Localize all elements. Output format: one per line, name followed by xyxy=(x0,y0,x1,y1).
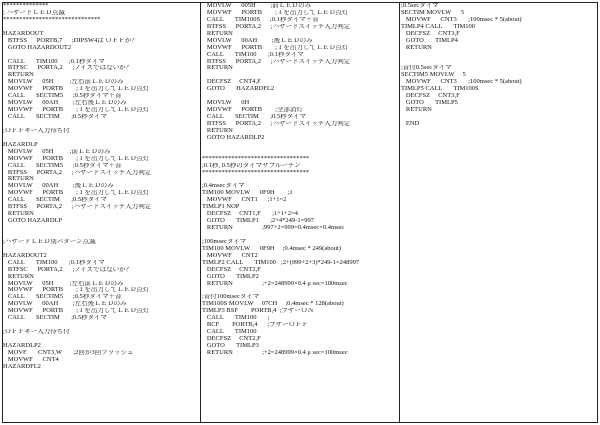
code-line: HAZARDLP2 xyxy=(3,342,41,349)
code-line: GOTO HAZARDLP2 xyxy=(202,134,265,141)
code-line: MOVLW 005H ;前ＬＥＤのみ xyxy=(202,3,312,9)
code-line: BCF PORTB,4 ;ブザーＯＦＦ xyxy=(202,322,309,329)
code-line: CALL TIM100 xyxy=(202,329,257,336)
code-line: MOVWF PORTB ;１を出力してＬＥＤ点灯 xyxy=(3,107,150,114)
code-line: CALL TIM100 ;0.1秒タイマ xyxy=(202,51,304,58)
code-line: CALL TIM100 ;0.1秒タイマ xyxy=(3,259,105,266)
column-divider xyxy=(200,2,201,423)
code-line: GOTO HAZARDLP xyxy=(3,218,63,225)
code-line: MOVLW 05H ;左右前ＬＥＤのみ xyxy=(3,280,124,287)
code-line: ;100msecタイマ xyxy=(202,238,247,245)
bottom-border xyxy=(2,422,598,423)
code-column-2 xyxy=(202,3,398,421)
code-line xyxy=(202,176,398,183)
code-line: MOVF CNT3,W ;2回か3回フラッシュ xyxy=(3,349,134,356)
code-line xyxy=(401,114,597,121)
code-line: TIMLP2 CALL TIM100 ;2+(999+2+3)*249-1=248997 xyxy=(202,259,360,266)
code-line: CALL SECTIM ;0.5秒タイマ xyxy=(202,114,306,120)
code-line: DECFSZ CNT1,F ;1+1+2=4 xyxy=(202,211,298,218)
code-line: CALL SECTIM5 ;0.5秒タイマ＋音 xyxy=(3,294,122,301)
code-line: GOTO TIMLP5 xyxy=(401,100,458,107)
code-line: GOTO TIMLP3 xyxy=(202,342,259,349)
code-line xyxy=(401,59,597,66)
code-line xyxy=(202,93,398,100)
code-line: MOVWF PORTB ;１を出力してＬＥＤ点灯 xyxy=(3,287,150,294)
code-line: DECFSZ CNT4,F xyxy=(202,79,261,86)
code-line: DECFSZ CNT2,F xyxy=(202,266,261,273)
code-line: TIM100S MOVLW 07CH ;0.4msec * 128(about) xyxy=(202,301,344,308)
code-line: BTFSS PORTA,2 ;ハザードスイッチ入力判定 xyxy=(3,169,152,176)
code-line: SECTIM5 MOVLW 5 xyxy=(401,72,466,79)
code-line: ************** xyxy=(3,3,49,9)
code-column-1 xyxy=(3,3,199,421)
code-line: MOVLW 00AH ;後ＬＥＤのみ xyxy=(3,183,114,190)
code-line xyxy=(3,322,199,329)
code-line: BTFSS PORTB,7 ;DIPSW4は ＯＦＦか？ xyxy=(3,37,138,44)
code-line: ;音付100msecタイマ xyxy=(202,294,260,301)
column-divider xyxy=(399,2,400,423)
code-line: MOVWF CNT3 ;100msec * 5(about) xyxy=(401,79,522,86)
code-line: MOVWF CNT3 ;100msec * 5(about) xyxy=(401,16,522,23)
code-line: BTFSS PORTA,2 ;ハザードスイッチ入力判定 xyxy=(202,58,351,65)
code-line: TIMLP3 BSF PORTB,4 ;ブザーＯＮ xyxy=(202,308,314,315)
code-line xyxy=(202,72,398,79)
code-line: GOTO TIMLP1 ;2+4*249-1=997 xyxy=(202,218,314,225)
code-line: HAZARDFL2 xyxy=(3,363,41,370)
code-line: MOVWF PORTB ;１を出力してＬＥＤ点灯 xyxy=(3,190,150,197)
code-line: CALL SECTIM ;0.5秒タイマ xyxy=(3,114,107,120)
code-line: TIM100 MOVLW 0F9H ;0.4msec * 249(about) xyxy=(202,245,341,252)
code-line: ;0.4msecタイマ xyxy=(202,183,245,190)
code-line: CALL TIM100S ;0.1秒タイマ＋音 xyxy=(202,16,319,23)
code-line: HAZARDLP xyxy=(3,141,38,148)
code-line: RETURN xyxy=(3,273,34,280)
code-line: MOVLW 00AH ;左右後ＬＥＤのみ xyxy=(3,301,127,308)
code-line: TIM100 MOVLW 0F9H ;1 xyxy=(202,190,293,197)
code-line: MOVLW 0H xyxy=(202,100,250,107)
code-line: GOTO HAZARDOUT2 xyxy=(3,44,72,51)
code-line: MOVLW 00AH ;左右後ＬＥＤのみ xyxy=(3,100,127,107)
code-line xyxy=(202,287,398,294)
code-line: ;ハザードＬＥＤ別パターン点滅 xyxy=(3,238,96,245)
code-line: RETURN xyxy=(401,44,432,51)
code-line: MOVLW 05H ;前ＬＥＤのみ xyxy=(3,148,111,155)
code-line: ;0.5secタイマ xyxy=(401,3,439,9)
code-line: MOVWF PORTB ;１を出力してＬＥＤ点灯 xyxy=(202,9,349,16)
code-line xyxy=(202,142,398,149)
code-line: MOVWF CNT4 xyxy=(3,356,59,363)
code-line: RETURN xyxy=(3,72,34,79)
code-line: BTFSC PORTA,2 ;ノイズではないか？ xyxy=(3,266,133,273)
code-line: RETURN ;997+2=999=0.4msec=0.4msec xyxy=(202,225,345,231)
code-line: RETURN xyxy=(202,65,233,72)
code-line: RETURN xyxy=(401,107,432,114)
right-border xyxy=(597,2,598,423)
code-line: SECTIM MOVLW 5 xyxy=(401,9,465,16)
code-line: RETURN xyxy=(3,176,34,183)
code-line: RETURN xyxy=(3,211,34,218)
code-line: END xyxy=(401,120,420,127)
code-line: RETURN xyxy=(202,127,233,134)
code-line: CALL SECTIM ;0.5秒タイマ xyxy=(3,197,107,204)
code-line: BTFSC PORTA,2 ;ノイズではないか？ xyxy=(3,65,133,72)
code-line: DECFSZ CNT2,F xyxy=(202,336,261,342)
code-line xyxy=(3,121,199,128)
code-line: ****************************** xyxy=(3,16,101,23)
code-line: CALL SECTIM5 ;0.5秒タイマ＋音 xyxy=(3,93,122,100)
code-line: TIMLP5 CALL TIM100S xyxy=(401,86,479,93)
code-line xyxy=(3,232,199,239)
code-line xyxy=(202,232,398,239)
code-line: GOTO TIMLP2 xyxy=(202,273,259,280)
code-line: HAZARDOUT xyxy=(3,30,44,37)
code-line: MOVWF PORTB ;全部消灯 xyxy=(202,107,303,114)
code-line: ;0.1秒, 0.5秒のタイマサブルーチン xyxy=(202,162,301,169)
code-line: DECFSZ CNT3,F xyxy=(401,93,460,100)
code-line xyxy=(3,246,199,253)
code-line xyxy=(3,135,199,142)
code-line: TIMLP1 NOP xyxy=(202,204,240,211)
code-line: MOVWF CNT1 ;1+1=2 xyxy=(202,197,287,204)
code-line: BTFSS PORTA,2 ;ハザードスイッチ入力判定 xyxy=(202,23,351,30)
code-line: CALL SECTIM ;0.5秒タイマ xyxy=(3,315,107,322)
code-line: CALL TIM100 ;0.1秒タイマ xyxy=(3,58,105,65)
code-line: ;音付0.5secタイマ xyxy=(401,65,452,72)
code-line: CALL SECTIM5 ;0.5秒タイマ＋音 xyxy=(3,162,122,169)
code-line: GOTO HAZARDFL2 xyxy=(202,86,275,93)
code-line xyxy=(202,149,398,156)
code-line xyxy=(3,225,199,232)
code-line xyxy=(3,52,199,59)
code-line: ;ＯＦＦキー入力待ち付 xyxy=(3,329,70,336)
code-line: MOVWF PORTB ;１を出力してＬＥＤ点灯 xyxy=(3,308,150,315)
code-line: ;ＯＦＦキー入力待ち付 xyxy=(3,127,70,134)
code-line: BTFSS PORTA,2 ;ハザードスイッチ入力判定 xyxy=(202,120,351,127)
code-line: MOVWF PORTB ;１を出力してＬＥＤ点灯 xyxy=(202,44,349,51)
code-line: RETURN xyxy=(202,30,233,37)
code-line: MOVLW 05H ;左右前ＬＥＤのみ xyxy=(3,79,124,86)
code-line: RETURN ;+2=248999×0.4 μ sec=100msec xyxy=(202,280,348,287)
code-line: MOVLW 00AH ;後ＬＥＤのみ xyxy=(202,37,313,44)
code-line: DECFSZ CNT3,F xyxy=(401,30,460,37)
code-line: ; ハザードＬＥＤ点滅 xyxy=(3,9,65,16)
code-line: MOVWF CNT2 xyxy=(202,252,258,259)
code-line: TIMLP4 CALL TIM100 xyxy=(401,23,476,30)
code-line: MOVWF PORTB ;１を出力してＬＥＤ点灯 xyxy=(3,86,150,93)
code-line: RETURN ;+2=248999×0.4 μ sec=100msec xyxy=(202,349,348,356)
code-column-3 xyxy=(401,3,597,421)
code-line: GOTO TIMLP4 xyxy=(401,37,458,44)
code-line: CALL TIM100 ; xyxy=(202,315,270,322)
code-line: HAZARDOUT2 xyxy=(3,252,47,259)
code-line: ********************************* xyxy=(202,169,310,176)
code-line: MOVWF PORTB ;１を出力してＬＥＤ点灯 xyxy=(3,155,150,162)
code-line xyxy=(401,52,597,59)
code-line xyxy=(3,24,199,31)
code-line xyxy=(3,336,199,343)
code-line: ********************************* xyxy=(202,155,310,162)
code-line: BTFSS PORTA,2 ;ハザードスイッチ入力判定 xyxy=(3,204,152,211)
